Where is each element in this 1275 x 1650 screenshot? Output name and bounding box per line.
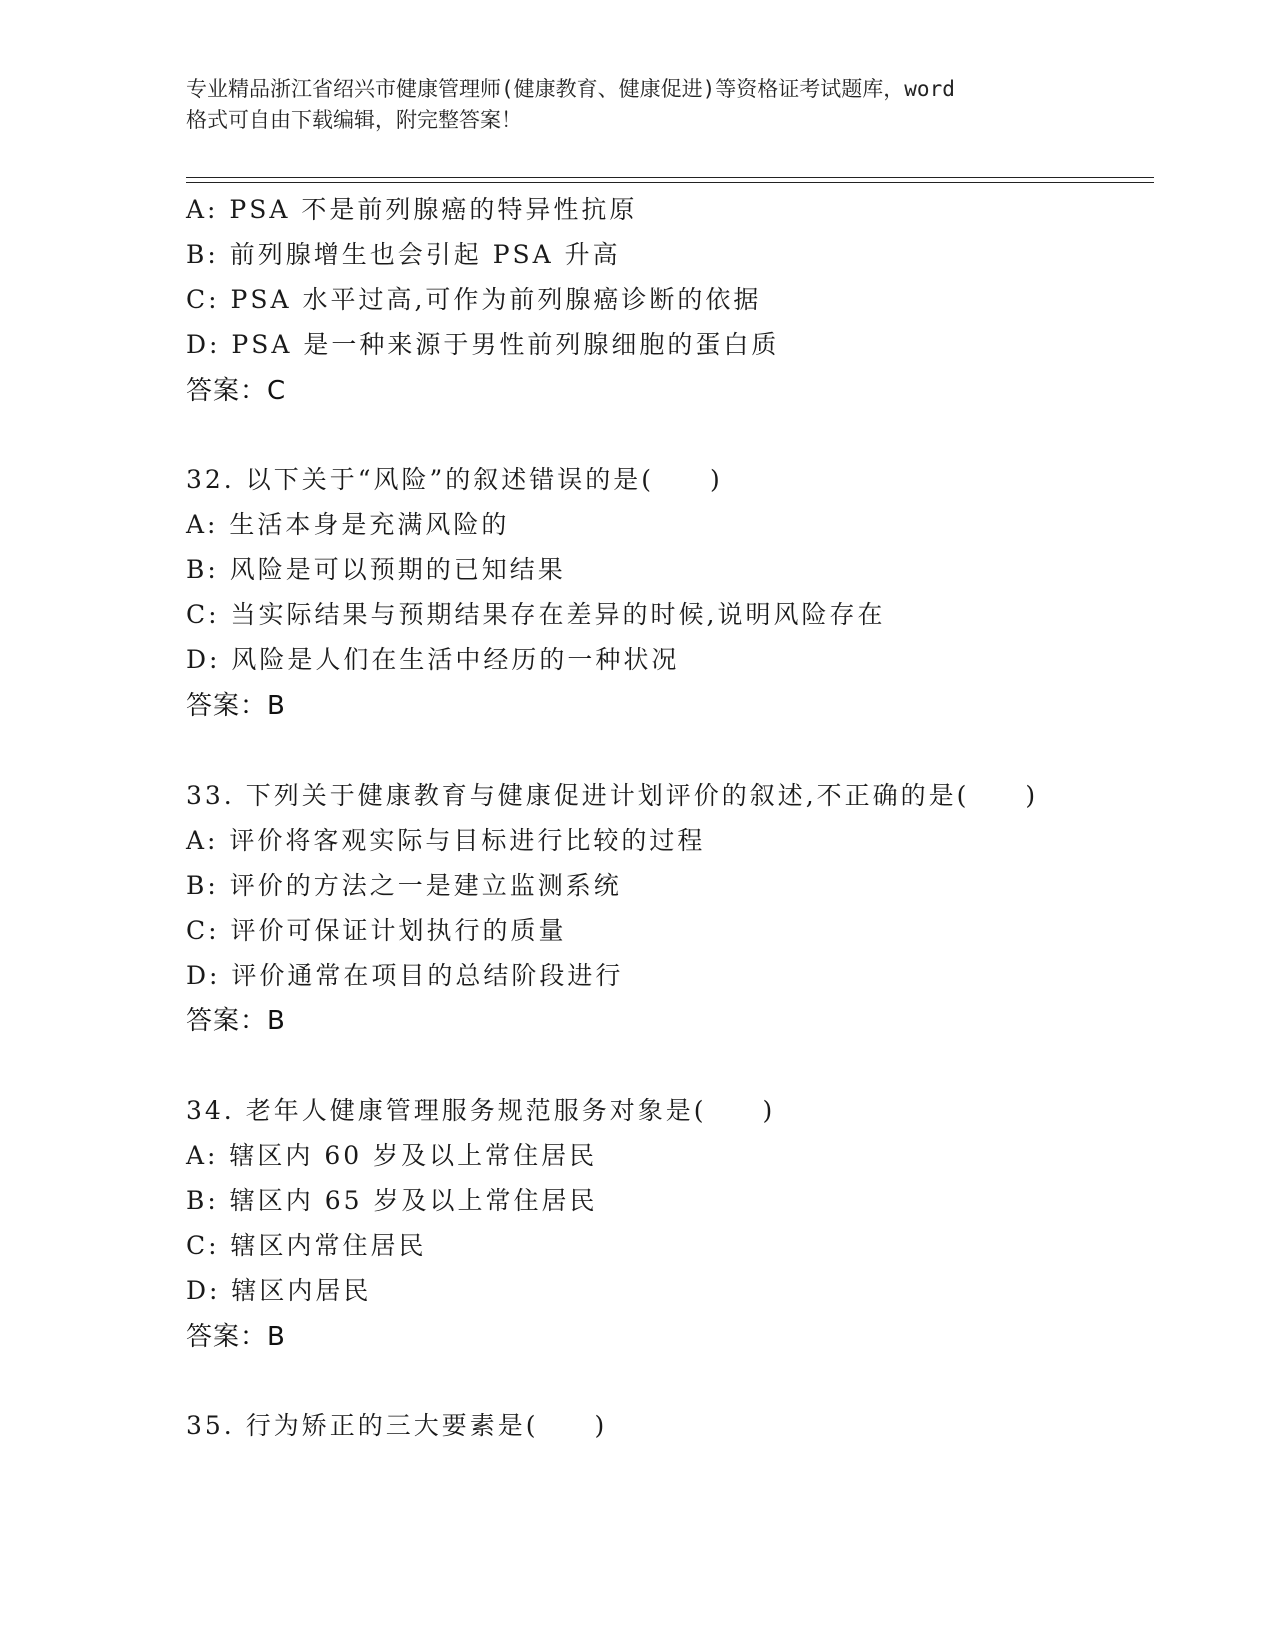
q32-stem: 32. 以下关于“风险”的叙述错误的是( ) <box>186 465 723 494</box>
q33-option-a: A: 评价将客观实际与目标进行比较的过程 <box>186 826 706 855</box>
document-header <box>186 74 1086 136</box>
header-line-2: 格式可自由下载编辑，附完整答案！ <box>186 108 522 132</box>
q31-option-d: D: PSA 是一种来源于男性前列腺细胞的蛋白质 <box>186 330 780 359</box>
q31-option-a: A: PSA 不是前列腺癌的特异性抗原 <box>186 195 638 224</box>
q34-option-c: C: 辖区内常住居民 <box>186 1231 427 1260</box>
q33-stem: 33. 下列关于健康教育与健康促进计划评价的叙述,不正确的是( ) <box>186 781 1039 810</box>
q32-answer: 答案：B <box>186 691 286 721</box>
q34-option-b: B: 辖区内 65 岁及以上常住居民 <box>186 1186 598 1215</box>
q34-stem: 34. 老年人健康管理服务规范服务对象是( ) <box>186 1096 776 1125</box>
q32-option-a: A: 生活本身是充满风险的 <box>186 510 510 539</box>
q34-option-d: D: 辖区内居民 <box>186 1276 372 1305</box>
q34-option-a: A: 辖区内 60 岁及以上常住居民 <box>186 1141 598 1170</box>
q33-answer: 答案：B <box>186 1006 286 1036</box>
q33-option-d: D: 评价通常在项目的总结阶段进行 <box>186 961 624 990</box>
q31-option-b: B: 前列腺增生也会引起 PSA 升高 <box>186 240 621 269</box>
q35-stem: 35. 行为矫正的三大要素是( ) <box>186 1411 608 1440</box>
q31-option-c: C: PSA 水平过高,可作为前列腺癌诊断的依据 <box>186 285 762 314</box>
header-divider-bottom <box>186 182 1154 183</box>
q32-option-d: D: 风险是人们在生活中经历的一种状况 <box>186 645 680 674</box>
q32-option-b: B: 风险是可以预期的已知结果 <box>186 555 566 584</box>
header-divider-top <box>186 177 1154 178</box>
q31-answer: 答案：C <box>186 376 287 406</box>
q34-answer: 答案：B <box>186 1322 286 1352</box>
q33-option-b: B: 评价的方法之一是建立监测系统 <box>186 871 622 900</box>
q32-option-c: C: 当实际结果与预期结果存在差异的时候,说明风险存在 <box>186 600 886 629</box>
q33-option-c: C: 评价可保证计划执行的质量 <box>186 916 567 945</box>
header-line-1: 专业精品浙江省绍兴市健康管理师(健康教育、健康促进)等资格证考试题库，word <box>186 77 955 101</box>
